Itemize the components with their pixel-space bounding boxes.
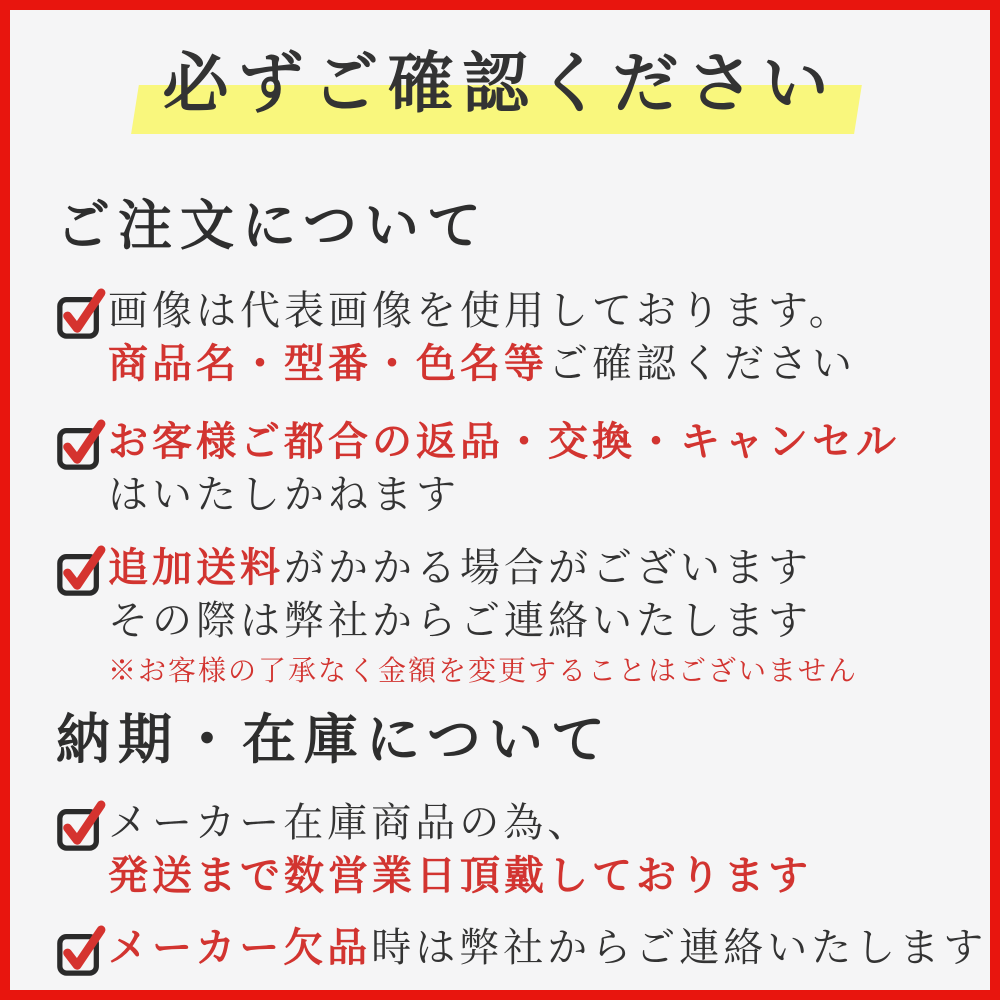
item-line: お客様ご都合の返品・交換・キャンセル bbox=[108, 419, 900, 465]
item-line: メーカー在庫商品の為、 bbox=[108, 799, 592, 845]
item-line: その際は弊社からご連絡いたします bbox=[108, 597, 812, 643]
section-heading-delivery-stock: 納期・在庫について bbox=[56, 709, 613, 770]
item-note: ※お客様の了承なく金額を変更することはございません bbox=[108, 655, 859, 687]
list-item bbox=[56, 922, 988, 978]
item-text bbox=[108, 542, 858, 690]
checked-checkbox-icon bbox=[56, 799, 104, 853]
list-item bbox=[56, 285, 970, 391]
checked-checkbox-icon bbox=[56, 287, 104, 341]
page-title bbox=[157, 40, 844, 129]
page-title-text: 必ずご確認ください bbox=[162, 48, 838, 121]
list-item bbox=[56, 542, 970, 690]
item-line: メーカー欠品時は弊社からご連絡いたします bbox=[108, 925, 988, 971]
title-block bbox=[10, 40, 990, 148]
item-text bbox=[108, 797, 812, 903]
checked-checkbox-icon bbox=[56, 544, 104, 598]
item-text bbox=[108, 416, 900, 522]
item-text bbox=[108, 922, 987, 975]
checked-checkbox-icon bbox=[56, 418, 104, 472]
checked-checkbox-icon bbox=[56, 924, 104, 978]
item-line: 発送まで数営業日頂戴しております bbox=[108, 852, 812, 898]
item-line: 追加送料がかかる場合がございます bbox=[108, 544, 812, 590]
section-heading-order: ご注文について bbox=[56, 196, 489, 256]
item-line: 画像は代表画像を使用しております。 bbox=[108, 287, 853, 333]
list-item bbox=[56, 416, 970, 522]
item-line: はいたしかねます bbox=[108, 472, 460, 518]
item-line: 商品名・型番・色名等ご確認ください bbox=[108, 340, 856, 386]
item-text bbox=[108, 285, 856, 391]
list-item bbox=[56, 797, 970, 903]
